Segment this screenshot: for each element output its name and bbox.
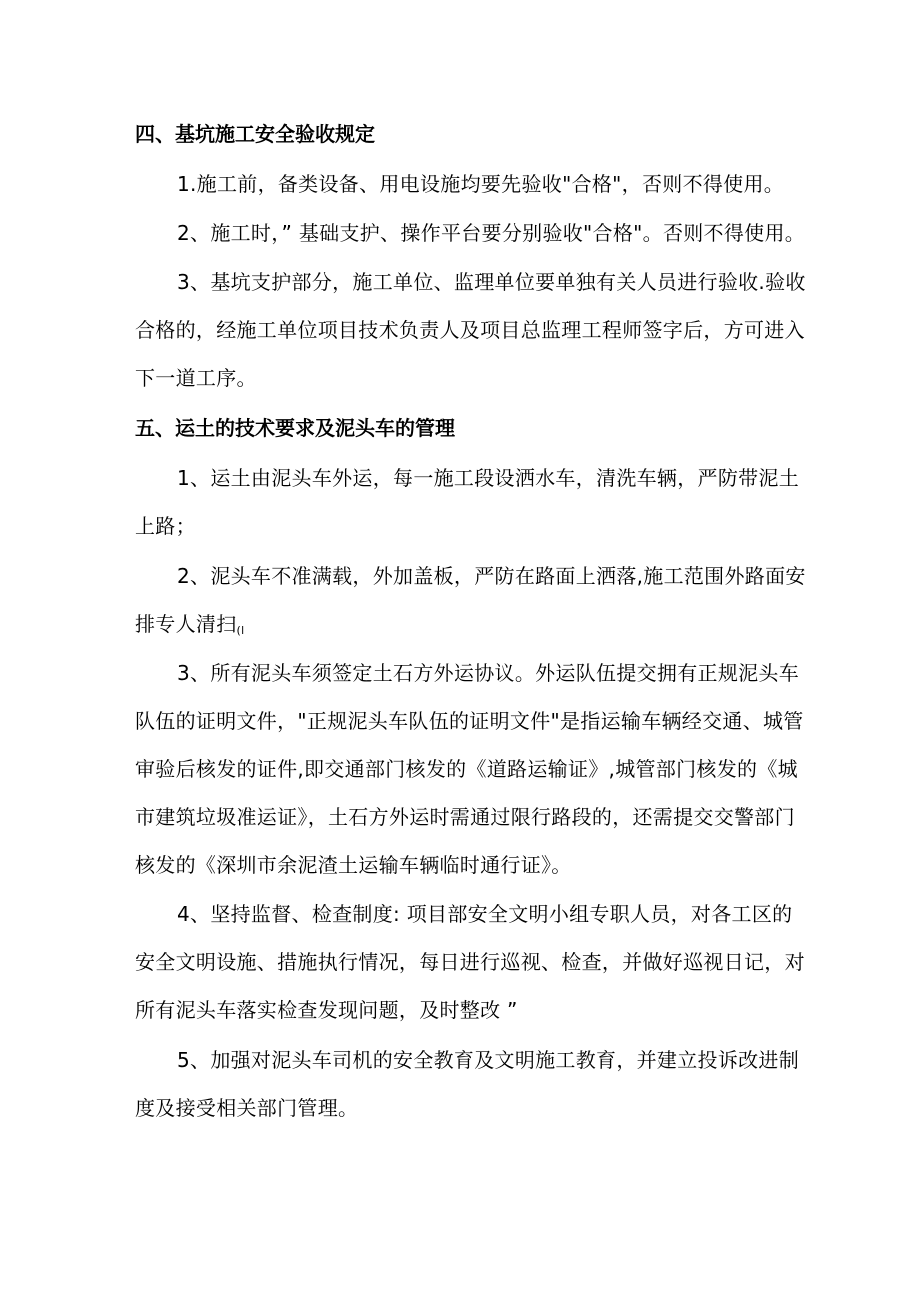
text-line: 3、基坑支护部分，施工单位、监理单位要单独有关人员进行验收.验收 <box>177 270 806 294</box>
paragraph <box>135 454 800 550</box>
text-line: 5、加强对泥头车司机的安全教育及文明施工教育，并建立投诉改进制 <box>177 1048 800 1072</box>
text-line: 4、坚持监督、检查制度: 项目部安全文明小组专职人员，对各工区的 <box>177 902 793 926</box>
text-line: 3、所有泥头车须签定土石方外运协议。外运队伍提交拥有正规泥头车 <box>177 661 800 685</box>
text-line: 2、泥头车不准满载，外加盖板，严防在路面上洒落,施工范围外路面安 <box>177 564 806 588</box>
text-line: 合格的，经施工单位项目技术负责人及项目总监理工程师签字后，方可进入 <box>135 318 805 342</box>
paragraph <box>135 649 804 889</box>
text-line: 所有泥头车落实检查发现问题，及时整改 ” <box>135 998 518 1022</box>
text-line: 安全文明设施、措施执行情况，每日进行巡视、检查，并做好巡视日记，对 <box>135 950 805 974</box>
text-line: 1、运土由泥头车外运，每一施工段设洒水车，清洗车辆，严防带泥土 <box>177 466 800 490</box>
text-line: 2、施工时，” 基础支护、操作平台要分别验收"合格"。否则不得使用。 <box>177 221 806 245</box>
text-line <box>135 600 795 648</box>
text-line: 度及接受相关部门管理。 <box>135 1096 359 1120</box>
text-line: 审验后核发的证件,即交通部门核发的《道路运输证》,城管部门核发的《城 <box>135 757 798 781</box>
paragraph <box>135 209 806 257</box>
section-heading-5: 五、运土的技术要求及泥头车的管理 <box>135 416 455 440</box>
section-heading-4: 四、基坑施工安全验收规定 <box>135 122 375 146</box>
paragraph <box>135 1036 800 1132</box>
paragraph <box>135 160 795 208</box>
text-line: 下一道工序。 <box>135 366 257 390</box>
paragraph <box>135 258 806 402</box>
text-line: 核发的《深圳市余泥渣土运输车辆临时通行证》。 <box>135 853 572 877</box>
text-line: 1.施工前，备类设备、用电设施均要先验收"合格"，否则不得使用。 <box>177 172 785 196</box>
paragraph <box>135 552 806 648</box>
text-line: 上路； <box>135 514 196 538</box>
text-line: 队伍的证明文件，"正规泥头车队伍的证明文件"是指运输车辆经交通、城管 <box>135 709 804 733</box>
text-line-content: 排专人清扫 <box>135 612 237 636</box>
paragraph <box>135 890 805 1034</box>
stray-mark: (l <box>236 624 245 637</box>
text-line: 市建筑垃圾准运证》，土石方外运时需通过限行路段的，还需提交交警部门 <box>135 805 795 829</box>
